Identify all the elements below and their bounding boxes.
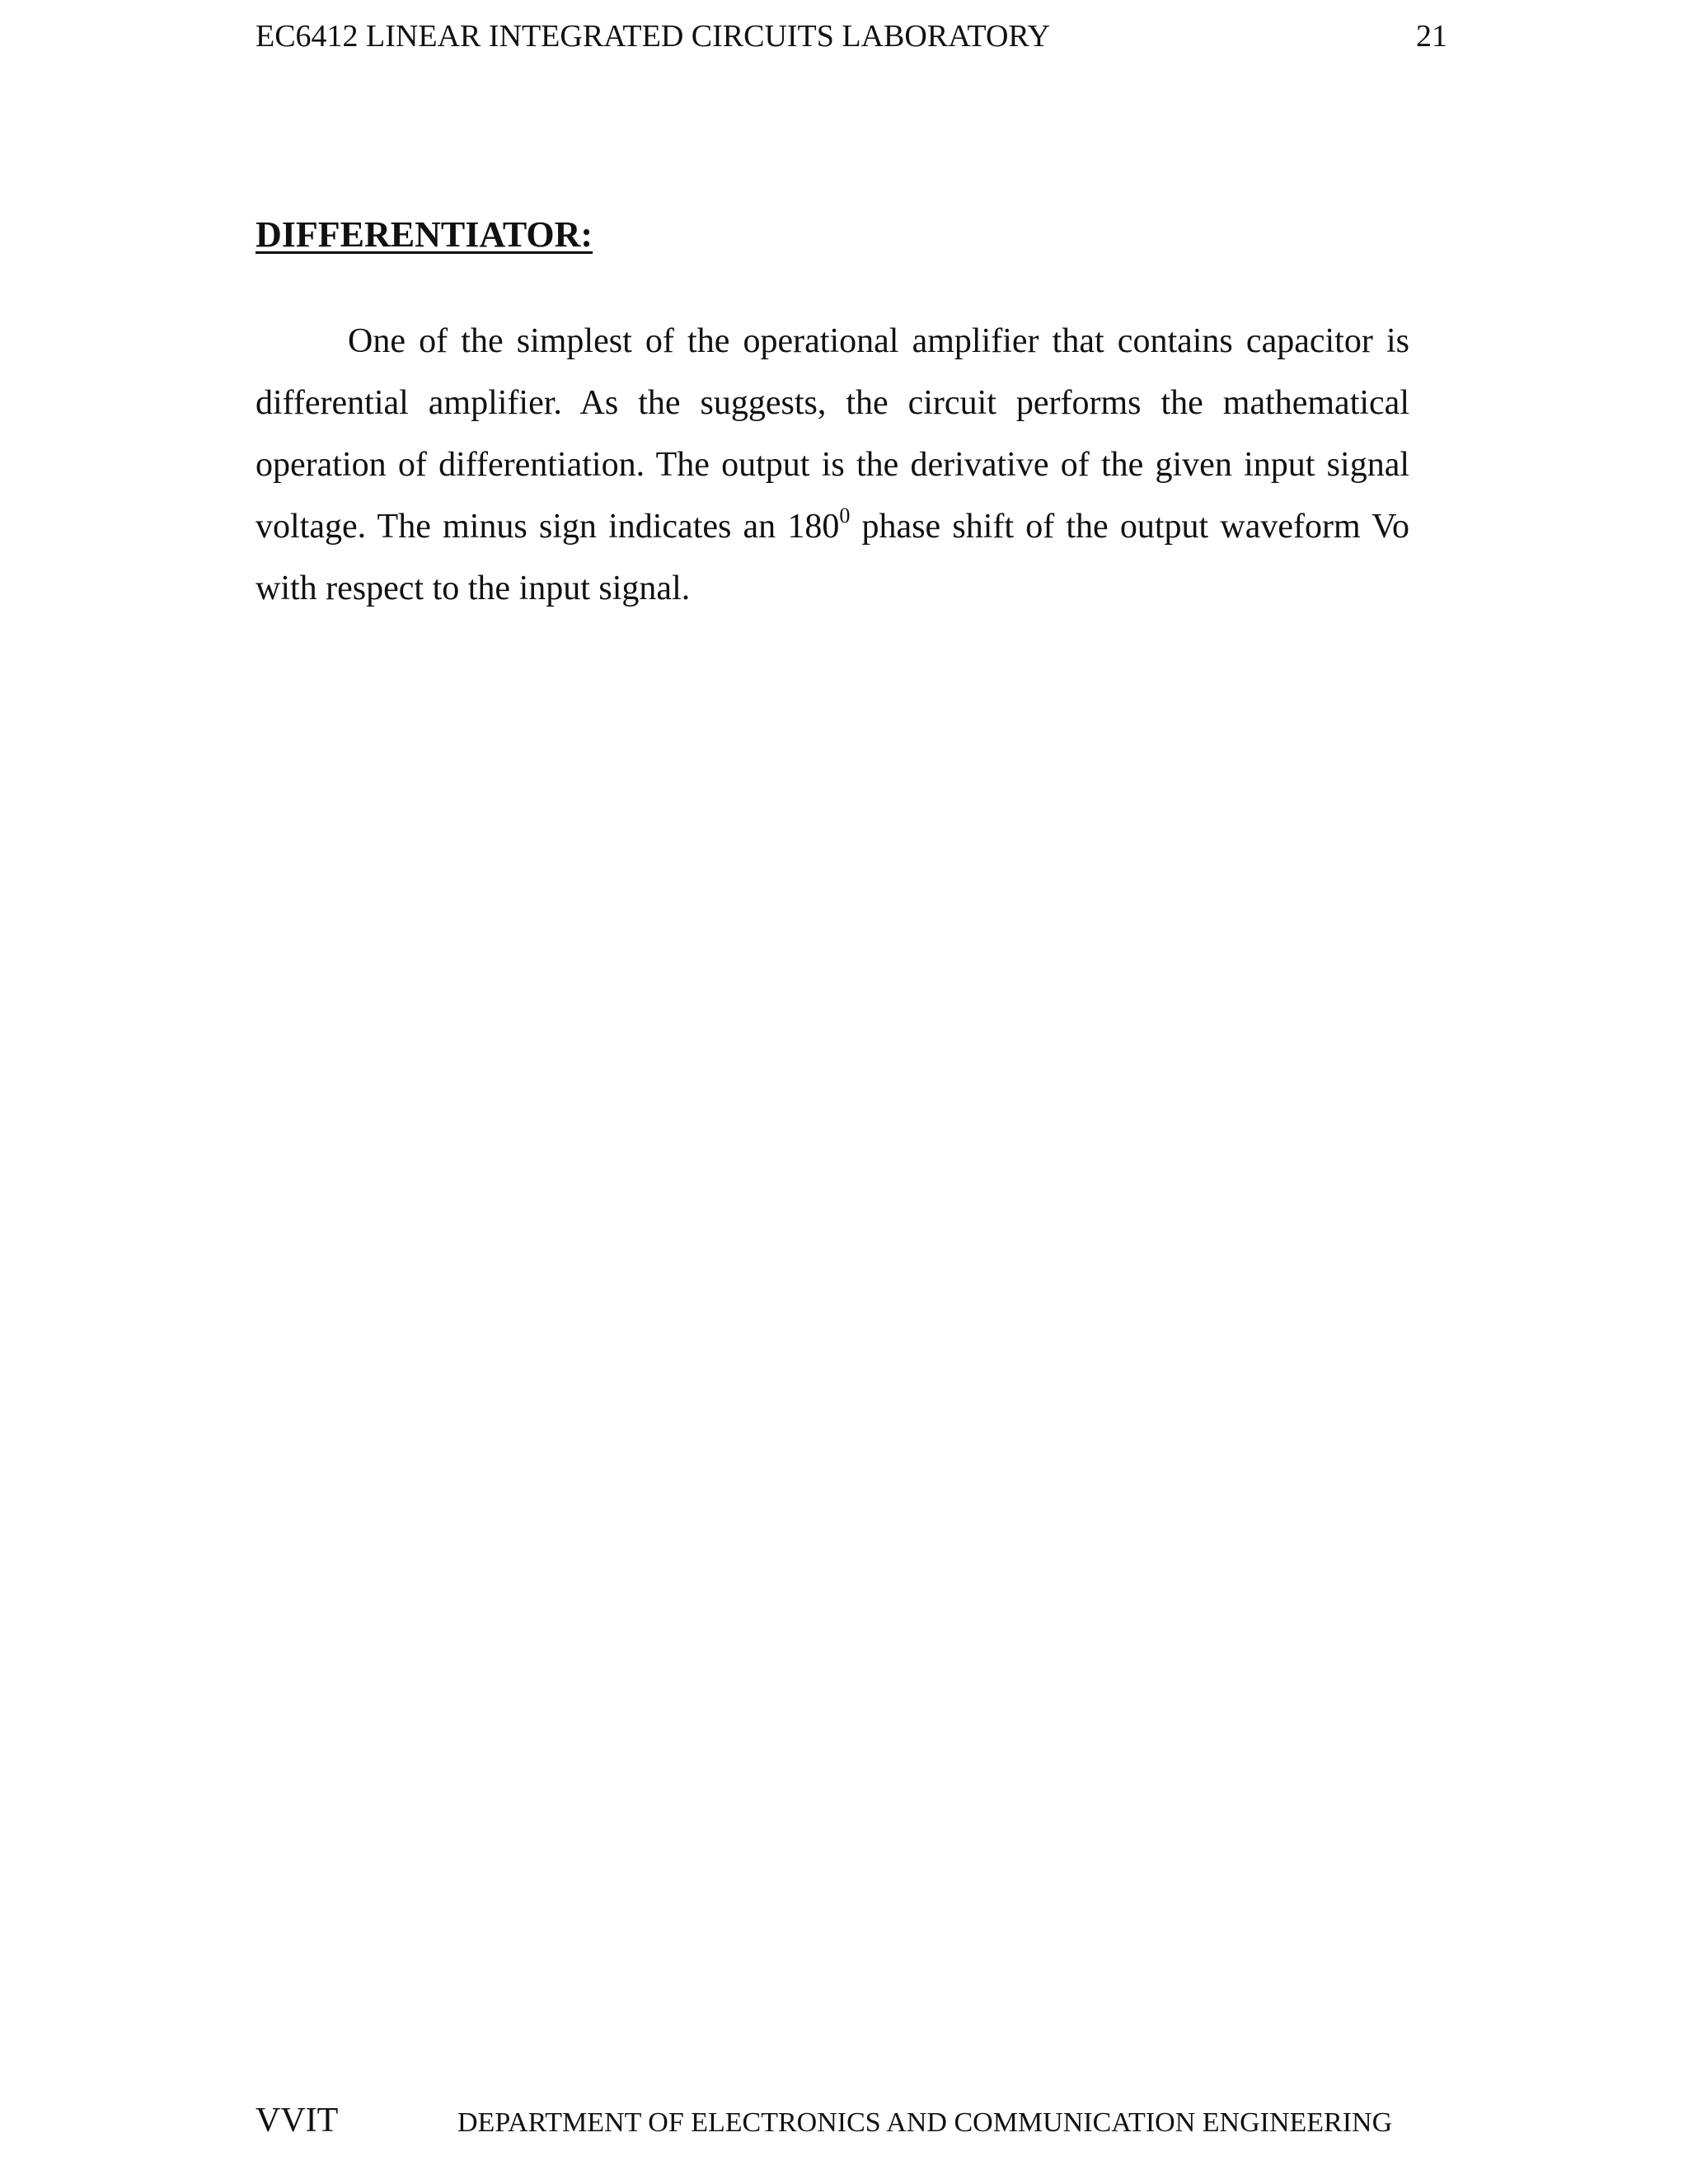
footer-institution: VVIT	[256, 2102, 339, 2139]
paragraph-text-part-1: One of the simplest of the operational amplifier that contains capacitor is differential amplifier. As the suggests, the circuit performs the mathematical operation of differentiation. The output is the derivative of the given input signal voltage. The minus sign indicates an 180	[256, 322, 1409, 546]
paragraph-text-part-2: phase shift of the output waveform Vo with respect to the input signal.	[256, 508, 1409, 607]
page-number: 21	[1416, 19, 1447, 54]
footer-department: DEPARTMENT OF ELECTRONICS AND COMMUNICATION ENGINEERING	[457, 2107, 1393, 2138]
running-header-title: EC6412 LINEAR INTEGRATED CIRCUITS LABORATORY	[256, 19, 1051, 54]
degree-superscript: 0	[839, 504, 851, 527]
body-paragraph	[256, 311, 1409, 620]
section-heading: DIFFERENTIATOR:	[256, 214, 593, 255]
